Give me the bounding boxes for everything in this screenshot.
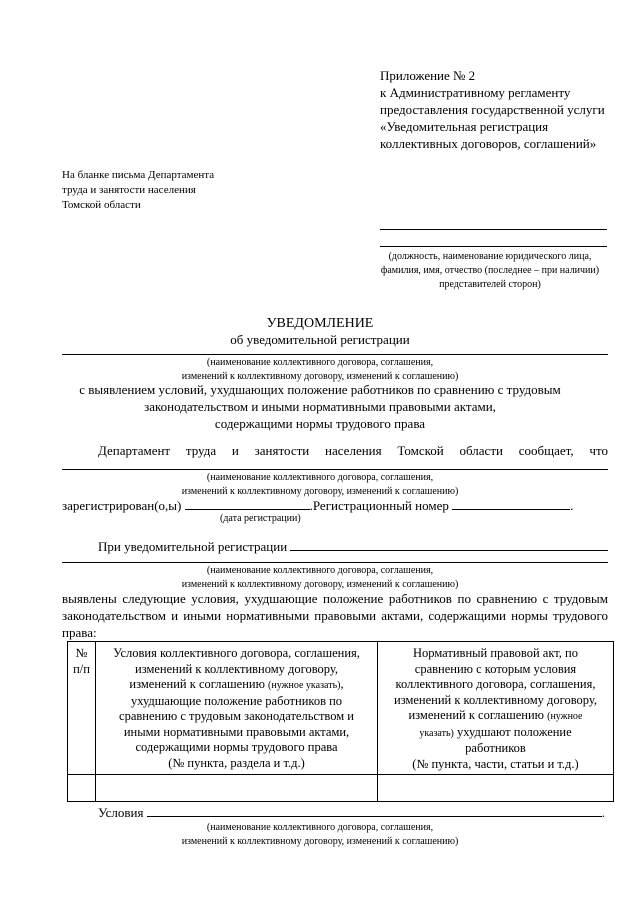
addressee-line bbox=[380, 229, 607, 230]
registration-date-field[interactable] bbox=[185, 499, 310, 510]
statement-word: Томской bbox=[397, 443, 444, 458]
header-text bbox=[382, 708, 609, 725]
header-fragment: ухудшают положение bbox=[453, 724, 572, 739]
notification-label: При уведомительной регистрации bbox=[98, 539, 288, 554]
caption-line: (наименование коллективного договора, соглашения, bbox=[206, 357, 434, 368]
header-text: сравнению с трудовым законодательством и bbox=[119, 709, 354, 723]
agreement-caption bbox=[0, 564, 640, 592]
appendix-line: предоставления государственной услуги bbox=[380, 102, 605, 117]
conditions-agreement-field[interactable] bbox=[147, 806, 602, 817]
table-cell[interactable] bbox=[378, 775, 614, 802]
statement-word: занятости bbox=[254, 443, 310, 458]
letterhead-line: На бланке письма Департамента bbox=[62, 169, 215, 181]
appendix-line: коллективных договоров, соглашений» bbox=[380, 136, 597, 151]
document-title: УВЕДОМЛЕНИЕ bbox=[266, 316, 374, 331]
registration-row bbox=[62, 497, 573, 514]
department-statement bbox=[98, 442, 608, 459]
header-fragment: изменений к соглашению bbox=[408, 708, 548, 722]
period: . bbox=[601, 805, 605, 820]
conditions-label: Условия bbox=[98, 805, 144, 820]
table-row bbox=[68, 775, 614, 802]
header-text bbox=[100, 677, 373, 694]
period: . bbox=[570, 498, 574, 513]
notification-agreement-field[interactable] bbox=[290, 540, 608, 551]
found-conditions-text: выявлены следующие условия, ухудшающие положение работников по сравнению с трудовым законодательством и иными нормативными правовыми актами, содержащими нормы трудового права: bbox=[62, 591, 608, 640]
table-header-row bbox=[68, 642, 614, 775]
header-fragment: указать) bbox=[419, 727, 454, 739]
agreement-caption bbox=[0, 821, 640, 849]
header-text: содержащими нормы трудового права bbox=[135, 740, 338, 754]
header-text: п/п bbox=[73, 661, 90, 676]
letterhead-line: Томской области bbox=[62, 199, 141, 211]
letterhead-line: труда и занятости населения bbox=[62, 184, 196, 196]
statement-word: Департамент bbox=[98, 443, 171, 458]
agreement-caption bbox=[0, 471, 640, 499]
appendix-block bbox=[380, 67, 605, 152]
header-text: иными нормативными правовыми актами, bbox=[123, 724, 350, 739]
caption-line: (должность, наименование юридического лица, bbox=[388, 251, 592, 262]
header-fragment: (нужное указать) bbox=[268, 680, 341, 691]
header-fragment: изменений к соглашению bbox=[129, 677, 269, 691]
header-cell-conditions bbox=[96, 642, 378, 775]
header-cell-legal-act bbox=[378, 642, 614, 775]
agreement-caption bbox=[0, 356, 640, 384]
caption-line: изменений к коллективному договору, изменений к соглашению) bbox=[181, 836, 459, 847]
appendix-line: «Уведомительная регистрация bbox=[380, 119, 549, 134]
table-cell[interactable] bbox=[68, 775, 96, 802]
appendix-line: к Административному регламенту bbox=[380, 85, 571, 100]
letterhead-note bbox=[62, 168, 214, 213]
intro-text bbox=[0, 381, 640, 432]
header-text: Условия коллективного договора, соглашения, bbox=[113, 646, 360, 660]
header-text: ухудшающие положение работников по bbox=[130, 693, 343, 708]
header-fragment: (нужное bbox=[547, 711, 583, 722]
appendix-line: Приложение № 2 bbox=[380, 68, 476, 83]
agreement-name-line bbox=[62, 469, 608, 470]
agreement-name-line bbox=[62, 562, 608, 563]
conditions-table bbox=[67, 641, 614, 802]
header-text: сравнению с которым условия bbox=[414, 661, 577, 676]
caption-line: (наименование коллективного договора, соглашения, bbox=[206, 565, 434, 576]
header-text: Нормативный правовой акт, по bbox=[413, 646, 578, 660]
notification-row bbox=[98, 538, 608, 555]
caption-line: фамилия, имя, отчество (последнее – при наличии) bbox=[380, 265, 600, 276]
addressee-line bbox=[380, 246, 607, 247]
header-cell-number bbox=[68, 642, 96, 775]
statement-word: сообщает, bbox=[518, 443, 574, 458]
conditions-row bbox=[98, 804, 605, 821]
caption-line: изменений к коллективному договору, изменений к соглашению) bbox=[181, 579, 459, 590]
header-fragment: , bbox=[340, 677, 344, 691]
caption-line: (наименование коллективного договора, соглашения, bbox=[206, 822, 434, 833]
registration-number-field[interactable] bbox=[452, 499, 570, 510]
addressee-caption bbox=[355, 250, 625, 292]
statement-word: что bbox=[589, 443, 608, 458]
intro-line: содержащими нормы трудового права bbox=[214, 416, 426, 431]
header-text bbox=[382, 725, 609, 742]
header-text: изменений к коллективному договору, bbox=[394, 692, 597, 707]
header-text: работников bbox=[465, 741, 526, 755]
registered-label: зарегистрирован(о,ы) bbox=[62, 498, 182, 513]
intro-line: с выявлением условий, ухудшающих положение работников по сравнению с трудовым bbox=[79, 382, 561, 397]
header-text: № bbox=[75, 646, 88, 660]
caption-line: изменений к коллективному договору, изменений к соглашению) bbox=[181, 371, 459, 382]
header-text: (№ пункта, части, статьи и т.д.) bbox=[412, 756, 579, 771]
header-text: (№ пункта, раздела и т.д.) bbox=[168, 755, 305, 770]
table-cell[interactable] bbox=[96, 775, 378, 802]
header-text: коллективного договора, соглашения, bbox=[395, 677, 596, 691]
agreement-name-line bbox=[62, 354, 608, 355]
date-caption: (дата регистрации) bbox=[220, 513, 301, 524]
caption-line: изменений к коллективному договору, изменений к соглашению) bbox=[181, 486, 459, 497]
caption-line: (наименование коллективного договора, соглашения, bbox=[206, 472, 434, 483]
document-subtitle: об уведомительной регистрации bbox=[230, 332, 410, 347]
caption-line: представителей сторон) bbox=[439, 279, 541, 290]
header-text: изменений к коллективному договору, bbox=[135, 661, 338, 676]
statement-word: и bbox=[231, 443, 239, 458]
statement-word: труда bbox=[185, 443, 217, 458]
statement-word: населения bbox=[325, 443, 382, 458]
registration-number-label: .Регистрационный номер bbox=[309, 498, 449, 513]
intro-line: законодательством и иными нормативными правовыми актами, bbox=[144, 399, 496, 414]
statement-word: области bbox=[459, 443, 503, 458]
